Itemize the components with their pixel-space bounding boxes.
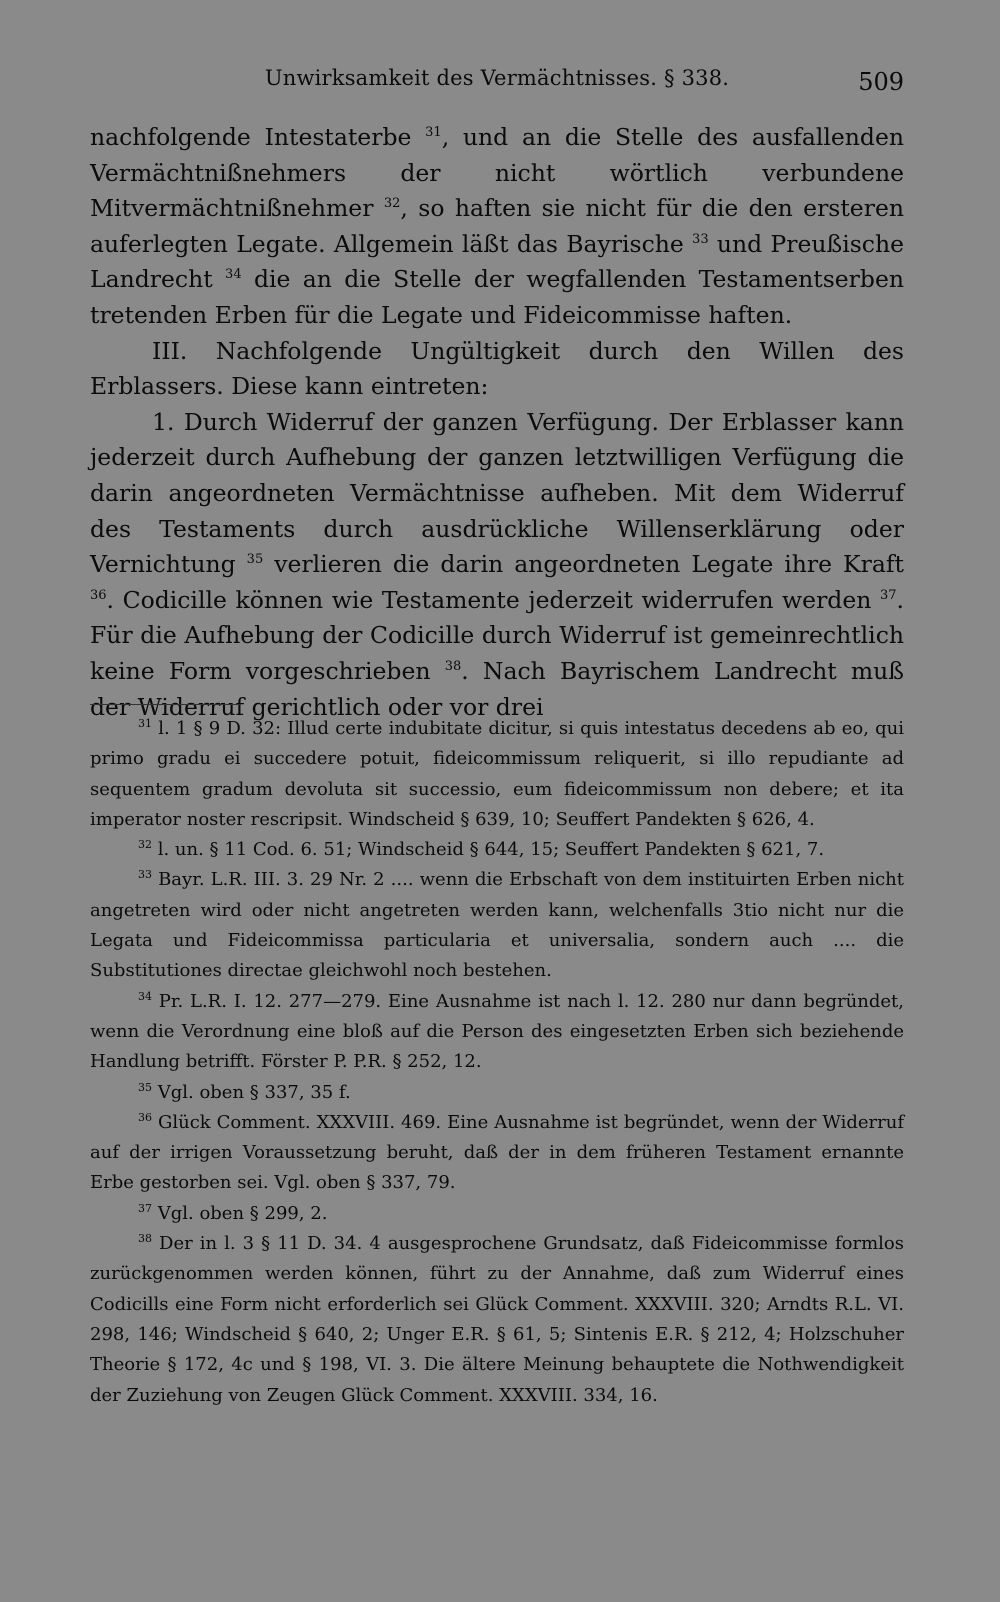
footnote-ref: 31	[425, 125, 442, 140]
footnote-text: Vgl. oben § 337, 35 f.	[152, 1081, 351, 1103]
text-run: 1. Durch Widerruf der ganzen Verfügung. Der Erblasser kann jederzeit durch Aufhebung der ganzen letztwilligen Verfügung die darin angeordneten Vermächtnisse aufheben. Mit dem Widerruf des Testaments durch ausdrückliche Willenserklärung oder Vernichtung	[90, 407, 904, 579]
footnote	[90, 714, 904, 835]
text-run: . Codicille können wie Testamente jederzeit widerrufen werden	[106, 585, 880, 614]
footnote-ref: 33	[692, 231, 709, 247]
footnote-ref: 36	[90, 587, 107, 603]
footnote-text: l. un. § 11 Cod. 6. 51; Windscheid § 644, 15; Seuffert Pandekten § 621, 7.	[152, 839, 825, 861]
footnotes	[90, 714, 904, 1411]
text-run: nachfolgende Intestaterbe	[90, 123, 426, 151]
footnote-divider	[90, 704, 240, 705]
running-title: Unwirksamkeit des Vermächtnisses. § 338.	[264, 66, 730, 90]
footnote-number: 36	[138, 1110, 152, 1124]
main-text	[90, 120, 904, 725]
footnote	[90, 1199, 904, 1229]
footnote-text: Pr. L.R. I. 12. 277—279. Eine Ausnahme ist nach l. 12. 280 nur dann begründet, wenn die Verordnung eine bloß auf die Person des eingesetzten Erben sich beziehende Handlung betrifft. Förster P. P.R. § 252, 12.	[90, 990, 904, 1073]
paragraph	[90, 120, 904, 334]
footnote-text: Glück Comment. XXXVIII. 469. Eine Ausnahme ist begründet, wenn der Widerruf auf der irrigen Voraussetzung beruht, daß der in dem früheren Testament ernannte Erbe gestorben sei. Vgl. oben § 337, 79.	[90, 1111, 904, 1194]
footnote-number: 38	[138, 1232, 152, 1246]
footnote-text: l. 1 § 9 D. 32: Illud certe indubitate dicitur, si quis intestatus decedens ab eo, qui primo gradu ei succedere potuit, fideicommissum reliquerit, si illo repudiante ad sequentem gradum devoluta sit successio, eum fideicommissum non debere; et ita imperator noster rescripsit. Windscheid § 639, 10; Seuffert Pandekten § 626, 4.	[90, 718, 904, 830]
section-heading: III. Nachfolgende Ungültigkeit durch den Willen des Erblassers. Diese kann eintreten:	[90, 336, 904, 401]
footnote-number: 35	[138, 1080, 152, 1094]
text-run: , so haften sie nicht für die den ersteren auferlegten Legate. Allgemein läßt das Bayrische	[90, 194, 904, 258]
footnote	[90, 835, 904, 865]
text-run: die an die Stelle der wegfallenden Testamentserben tretenden Erben für die Legate und Fideicommisse haften.	[90, 265, 905, 329]
footnote-text: Der in l. 3 § 11 D. 34. 4 ausgesprochene Grundsatz, daß Fideicommisse formlos zurückgenommen werden können, führt zu der Annahme, daß zum Widerruf eines Codicills eine Form nicht erforderlich sei Glück Comment. XXXVIII. 320; Arndts R.L. VI. 298, 146; Windscheid § 640, 2; Unger E.R. § 61, 5; Sintenis E.R. § 212, 4; Holzschuher Theorie § 172, 4c und § 198, VI. 3. Die ältere Meinung behauptete die Nothwendigkeit der Zuziehung von Zeugen Glück Comment. XXXVIII. 334, 16.	[90, 1233, 904, 1406]
footnote	[90, 987, 904, 1078]
footnote-ref: 35	[246, 552, 264, 568]
footnote	[90, 1078, 904, 1108]
footnote-ref: 38	[444, 658, 462, 674]
footnote-text: Vgl. oben § 299, 2.	[152, 1202, 328, 1224]
text-run: und Preußische Landrecht	[90, 229, 904, 294]
footnote	[90, 1108, 904, 1199]
footnote-ref: 32	[383, 196, 401, 212]
paragraph	[90, 405, 904, 725]
text-run: , und an die Stelle des ausfallenden Vermächtnißnehmers der nicht wörtlich verbundene Mitvermächtnißnehmer	[90, 123, 904, 223]
footnote	[90, 865, 904, 986]
footnote-text: Bayr. L.R. III. 3. 29 Nr. 2 .... wenn die Erbschaft von dem instituirten Erben nicht angetreten wird oder nicht angetreten werden kann, welchenfalls 3tio nicht nur die Legata und Fideicommissa particularia et universalia, sondern auch .... die Substitutiones directae gleichwohl noch bestehen.	[90, 869, 904, 982]
text-run: . Nach Bayrischem Landrecht muß der Widerruf gerichtlich oder vor drei	[90, 656, 904, 721]
footnote-number: 33	[138, 868, 152, 882]
footnote-ref: 34	[225, 267, 242, 283]
page-number: 509	[858, 68, 904, 96]
footnote-number: 34	[138, 989, 152, 1003]
text-run: . Für die Aufhebung der Codicille durch Widerruf ist gemeinrechtlich keine Form vorgeschrieben	[90, 585, 904, 685]
footnote-number: 37	[138, 1201, 152, 1215]
footnote-ref: 37	[879, 587, 897, 603]
footnote-number: 31	[138, 717, 152, 730]
footnote	[90, 1229, 904, 1411]
footnote-number: 32	[138, 838, 152, 852]
text-run: verlieren die darin angeordneten Legate ihre Kraft	[263, 550, 904, 579]
page-header	[90, 66, 904, 100]
